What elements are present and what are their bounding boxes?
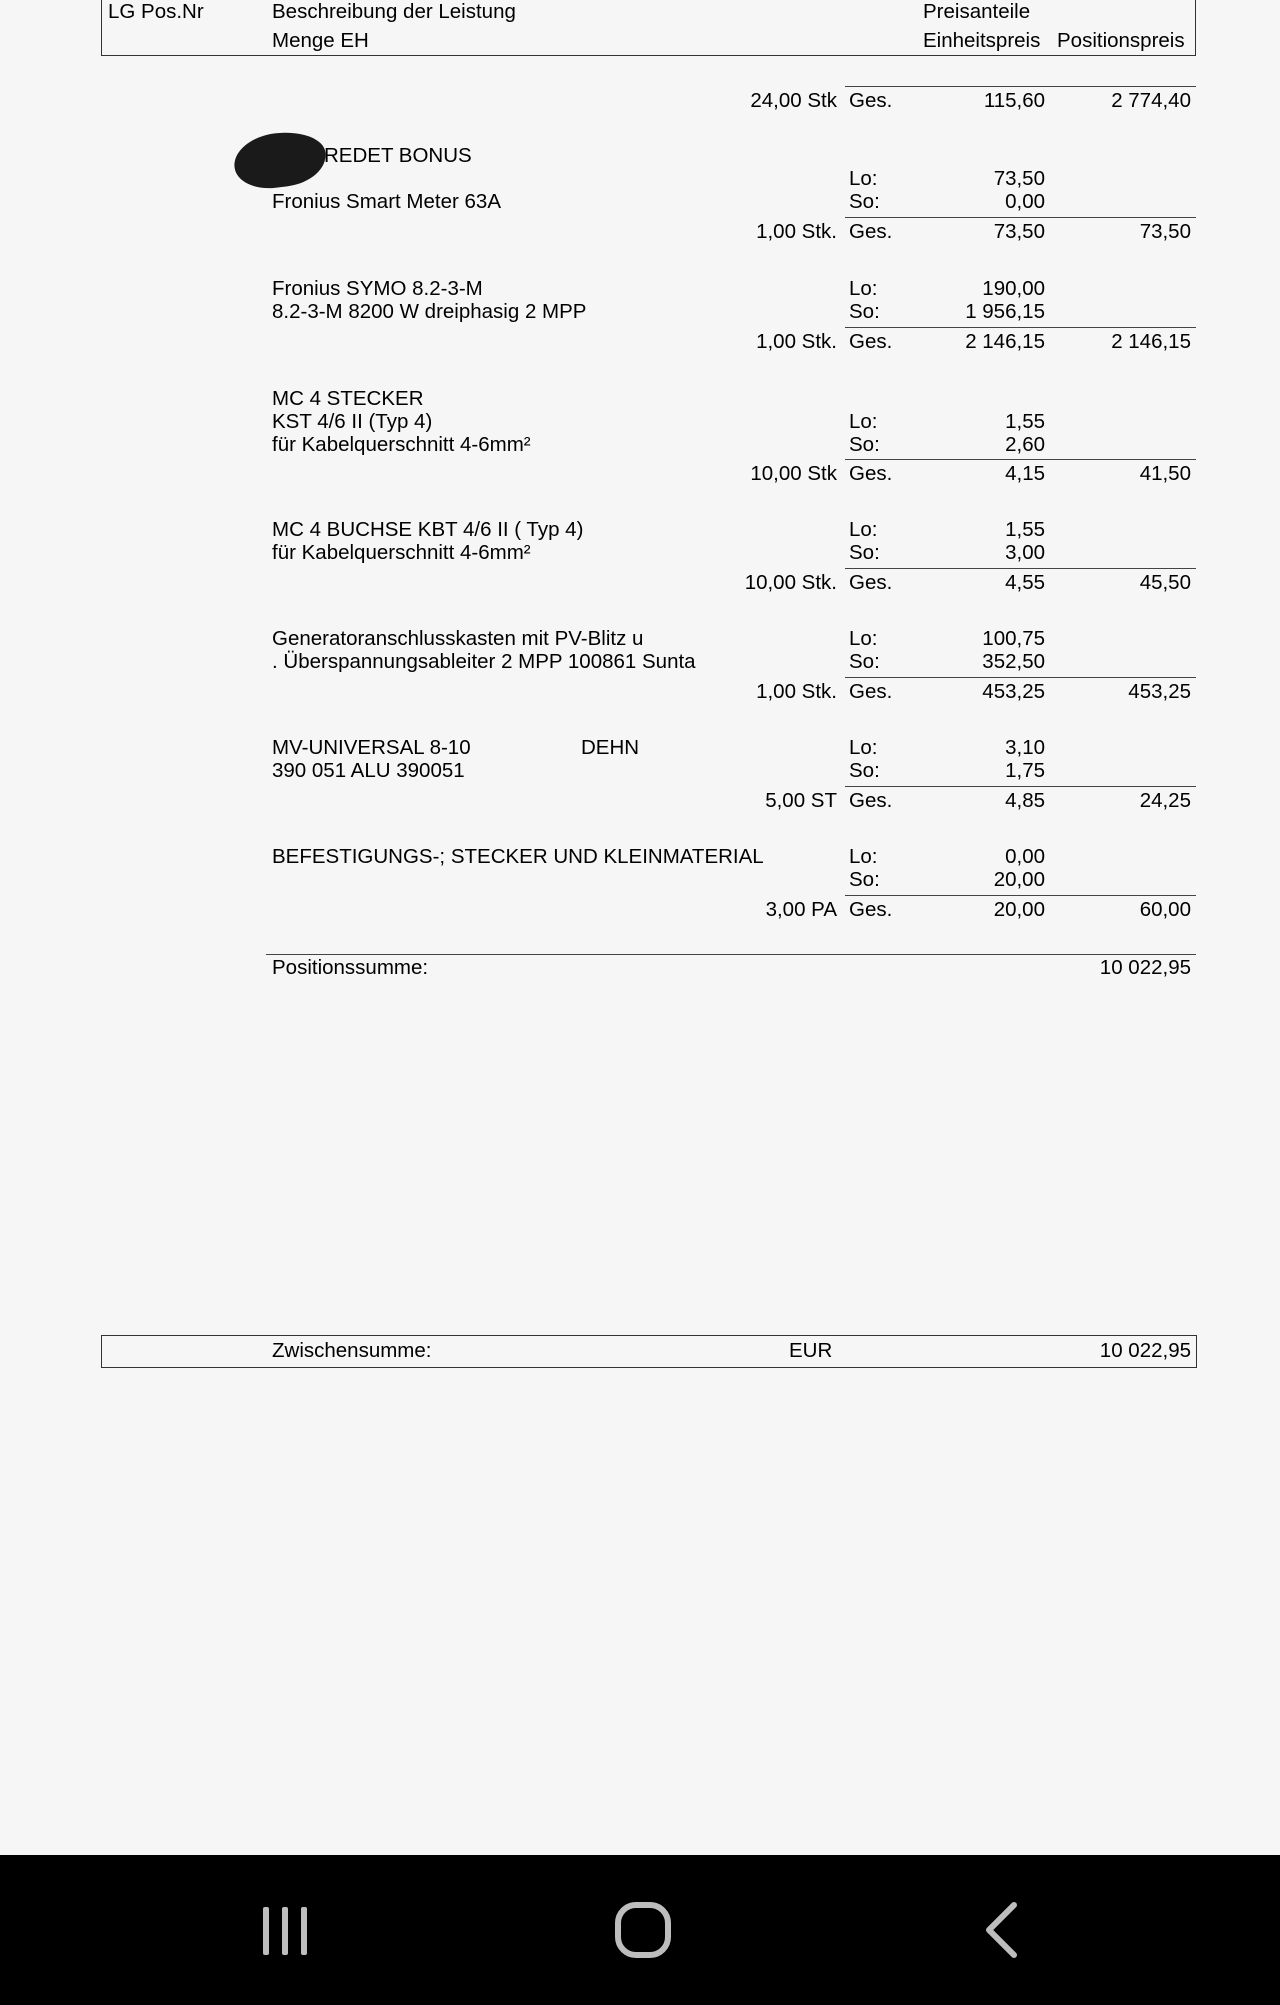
position-price: 24,25 <box>1139 789 1191 812</box>
lo-label: Lo: <box>849 736 878 759</box>
header-pos-nr: LG Pos.Nr <box>108 0 204 23</box>
position-price: 60,00 <box>1139 898 1191 921</box>
item-quantity: 3,00 PA <box>765 898 837 921</box>
item-description: . Überspannungsableiter 2 MPP 100861 Sunta <box>272 650 696 673</box>
item-quantity: 1,00 Stk. <box>756 220 837 243</box>
position-sum-value: 10 022,95 <box>1099 956 1191 979</box>
ges-rule <box>845 86 1196 87</box>
subtotal-label: Zwischensumme: <box>272 1339 432 1362</box>
lo-value: 73,50 <box>993 167 1045 190</box>
unit-price: 4,55 <box>1005 571 1045 594</box>
navigation-bar <box>0 1855 1280 2005</box>
lo-value: 100,75 <box>982 627 1045 650</box>
home-icon <box>588 1885 698 1975</box>
back-button[interactable] <box>947 1885 1057 1975</box>
lo-label: Lo: <box>849 845 878 868</box>
lo-label: Lo: <box>849 167 878 190</box>
header-description: Beschreibung der Leistung <box>272 0 516 23</box>
item-quantity: 1,00 Stk. <box>756 680 837 703</box>
unit-price: 115,60 <box>983 89 1045 112</box>
ges-rule <box>845 895 1196 896</box>
item-description: MV-UNIVERSAL 8-10 <box>272 736 471 759</box>
ges-rule <box>845 568 1196 569</box>
lo-value: 0,00 <box>1005 845 1045 868</box>
position-price: 41,50 <box>1139 462 1191 485</box>
ges-rule <box>845 327 1196 328</box>
item-quantity: 5,00 ST <box>765 789 837 812</box>
ges-rule <box>845 677 1196 678</box>
position-price: 2 146,15 <box>1111 330 1191 353</box>
home-button[interactable] <box>588 1885 698 1975</box>
item-description: REDET BONUS <box>324 144 472 167</box>
so-label: So: <box>849 433 880 456</box>
item-description: Fronius SYMO 8.2-3-M <box>272 277 483 300</box>
header-unit-price: Einheitspreis <box>923 29 1041 52</box>
lo-label: Lo: <box>849 277 878 300</box>
ges-label: Ges. <box>849 220 893 243</box>
unit-price: 20,00 <box>993 898 1045 921</box>
so-label: So: <box>849 868 880 891</box>
ges-label: Ges. <box>849 462 893 485</box>
so-value: 20,00 <box>993 868 1045 891</box>
so-label: So: <box>849 759 880 782</box>
subtotal-value: 10 022,95 <box>1099 1339 1191 1362</box>
item-description: MC 4 BUCHSE KBT 4/6 II ( Typ 4) <box>272 518 584 541</box>
item-quantity: 10,00 Stk. <box>744 571 837 594</box>
item-manufacturer: DEHN <box>581 736 640 759</box>
header-quantity-unit: Menge EH <box>272 29 369 52</box>
ges-rule <box>845 217 1196 218</box>
item-quantity: 1,00 Stk. <box>756 330 837 353</box>
lo-value: 1,55 <box>1005 410 1045 433</box>
item-quantity: 24,00 Stk <box>750 89 837 112</box>
ges-label: Ges. <box>849 571 893 594</box>
header-position-price: Positionspreis <box>1057 29 1185 52</box>
position-price: 453,25 <box>1128 680 1191 703</box>
recents-icon <box>230 1885 340 1975</box>
ges-label: Ges. <box>849 898 893 921</box>
item-description: Generatoranschlusskasten mit PV-Blitz u <box>272 627 644 650</box>
lo-value: 1,55 <box>1005 518 1045 541</box>
lo-label: Lo: <box>849 518 878 541</box>
unit-price: 453,25 <box>982 680 1045 703</box>
so-value: 2,60 <box>1005 433 1045 456</box>
position-price: 73,50 <box>1139 220 1191 243</box>
item-description: 8.2-3-M 8200 W dreiphasig 2 MPP <box>272 300 587 323</box>
recents-button[interactable] <box>230 1885 340 1975</box>
position-price: 2 774,40 <box>1111 89 1191 112</box>
position-sum-label: Positionssumme: <box>272 956 429 979</box>
item-description: 390 051 ALU 390051 <box>272 759 465 782</box>
lo-value: 3,10 <box>1005 736 1045 759</box>
so-value: 1,75 <box>1005 759 1045 782</box>
item-description: für Kabelquerschnitt 4-6mm² <box>272 433 531 456</box>
unit-price: 2 146,15 <box>965 330 1045 353</box>
unit-price: 4,85 <box>1005 789 1045 812</box>
ges-label: Ges. <box>849 330 893 353</box>
item-description: BEFESTIGUNGS-; STECKER UND KLEINMATERIAL <box>272 845 764 868</box>
item-description: Fronius Smart Meter 63A <box>272 190 501 213</box>
item-description: MC 4 STECKER <box>272 387 424 410</box>
ges-rule <box>845 786 1196 787</box>
ges-label: Ges. <box>849 680 893 703</box>
lo-label: Lo: <box>849 627 878 650</box>
so-value: 3,00 <box>1005 541 1045 564</box>
subtotal-box <box>101 1335 1197 1368</box>
ges-label: Ges. <box>849 789 893 812</box>
so-label: So: <box>849 541 880 564</box>
so-value: 0,00 <box>1005 190 1045 213</box>
unit-price: 73,50 <box>993 220 1045 243</box>
so-label: So: <box>849 300 880 323</box>
back-icon <box>947 1885 1057 1975</box>
redaction-mark <box>231 128 329 193</box>
so-label: So: <box>849 190 880 213</box>
item-quantity: 10,00 Stk <box>750 462 837 485</box>
position-sum-rule <box>266 954 1196 955</box>
ges-label: Ges. <box>849 89 893 112</box>
header-price-parts: Preisanteile <box>923 0 1031 23</box>
ges-rule <box>845 459 1196 460</box>
subtotal-currency: EUR <box>789 1339 833 1362</box>
item-description: KST 4/6 II (Typ 4) <box>272 410 433 433</box>
unit-price: 4,15 <box>1005 462 1045 485</box>
lo-label: Lo: <box>849 410 878 433</box>
position-price: 45,50 <box>1139 571 1191 594</box>
so-value: 352,50 <box>982 650 1045 673</box>
item-description: für Kabelquerschnitt 4-6mm² <box>272 541 531 564</box>
so-label: So: <box>849 650 880 673</box>
lo-value: 190,00 <box>982 277 1045 300</box>
so-value: 1 956,15 <box>965 300 1045 323</box>
